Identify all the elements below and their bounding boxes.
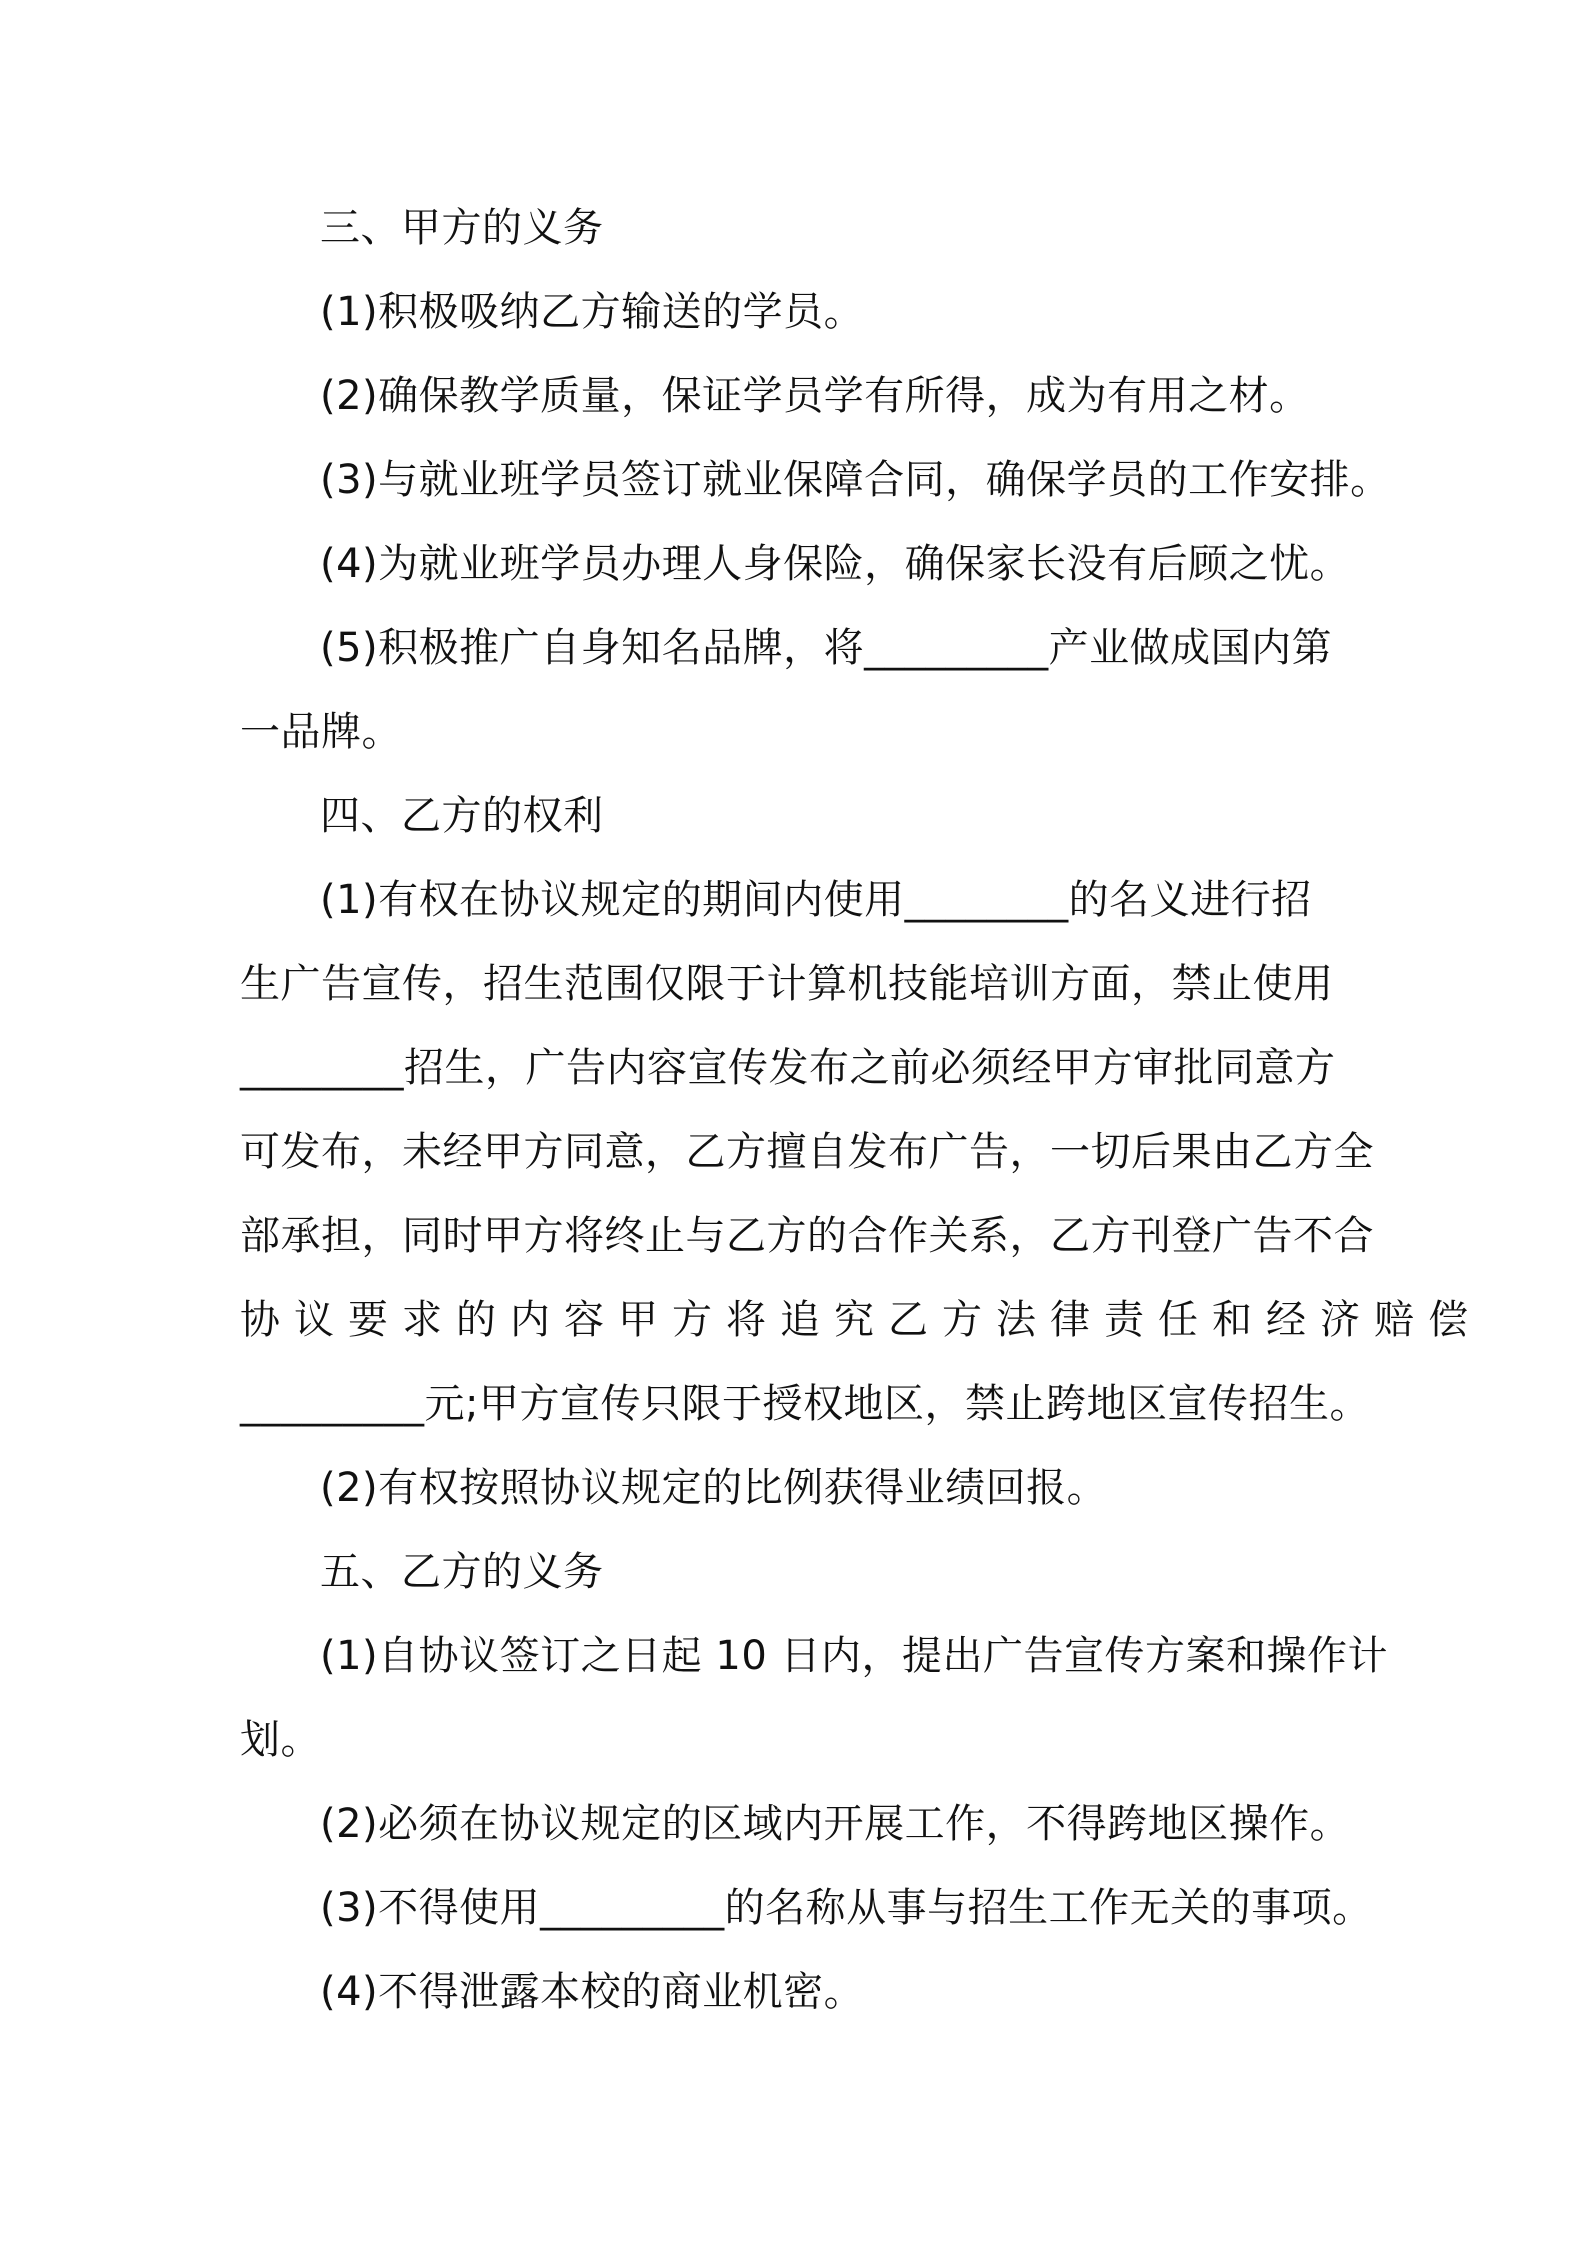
clause-b-rights-1-line3: ________招生，广告内容宣传发布之前必须经甲方审批同意方 <box>240 1045 1336 1091</box>
section-heading-party-b-obligations: 五、乙方的义务 <box>320 1549 604 1595</box>
clause-a-1: (1)积极吸纳乙方输送的学员。 <box>320 289 865 335</box>
clause-b-rights-2: (2)有权按照协议规定的比例获得业绩回报。 <box>320 1465 1108 1511</box>
clause-a-5-continued: 一品牌。 <box>240 709 402 755</box>
clause-b-rights-1-line5: 部承担，同时甲方将终止与乙方的合作关系，乙方刊登广告不合 <box>240 1213 1374 1259</box>
clause-b-obligations-1: (1)自协议签订之日起 10 日内，提出广告宣传方案和操作计 <box>320 1633 1388 1679</box>
clause-b-obligations-1-continued: 划。 <box>240 1717 321 1763</box>
section-heading-party-a-obligations: 三、甲方的义务 <box>320 205 604 251</box>
clause-a-2: (2)确保教学质量，保证学员学有所得，成为有用之材。 <box>320 373 1310 419</box>
clause-b-rights-1-line2: 生广告宣传，招生范围仅限于计算机技能培训方面，禁止使用 <box>240 961 1334 1007</box>
clause-b-rights-1: (1)有权在协议规定的期间内使用________的名义进行招 <box>320 877 1312 923</box>
clause-a-4: (4)为就业班学员办理人身保险，确保家长没有后顾之忧。 <box>320 541 1351 587</box>
clause-b-rights-1-line6: 协议要求的内容甲方将追究乙方法律责任和经济赔偿 <box>240 1297 1482 1343</box>
clause-b-rights-1-line7: _________元;甲方宣传只限于授权地区，禁止跨地区宣传招生。 <box>240 1381 1370 1427</box>
clause-b-obligations-4: (4)不得泄露本校的商业机密。 <box>320 1969 865 2015</box>
clause-a-5: (5)积极推广自身知名品牌，将_________产业做成国内第 <box>320 625 1333 671</box>
clause-a-3: (3)与就业班学员签订就业保障合同，确保学员的工作安排。 <box>320 457 1391 503</box>
clause-b-obligations-2: (2)必须在协议规定的区域内开展工作，不得跨地区操作。 <box>320 1801 1351 1847</box>
clause-b-obligations-3: (3)不得使用_________的名称从事与招生工作无关的事项。 <box>320 1885 1373 1931</box>
clause-b-rights-1-line4: 可发布，未经甲方同意，乙方擅自发布广告，一切后果由乙方全 <box>240 1129 1374 1175</box>
section-heading-party-b-rights: 四、乙方的权利 <box>320 793 604 839</box>
